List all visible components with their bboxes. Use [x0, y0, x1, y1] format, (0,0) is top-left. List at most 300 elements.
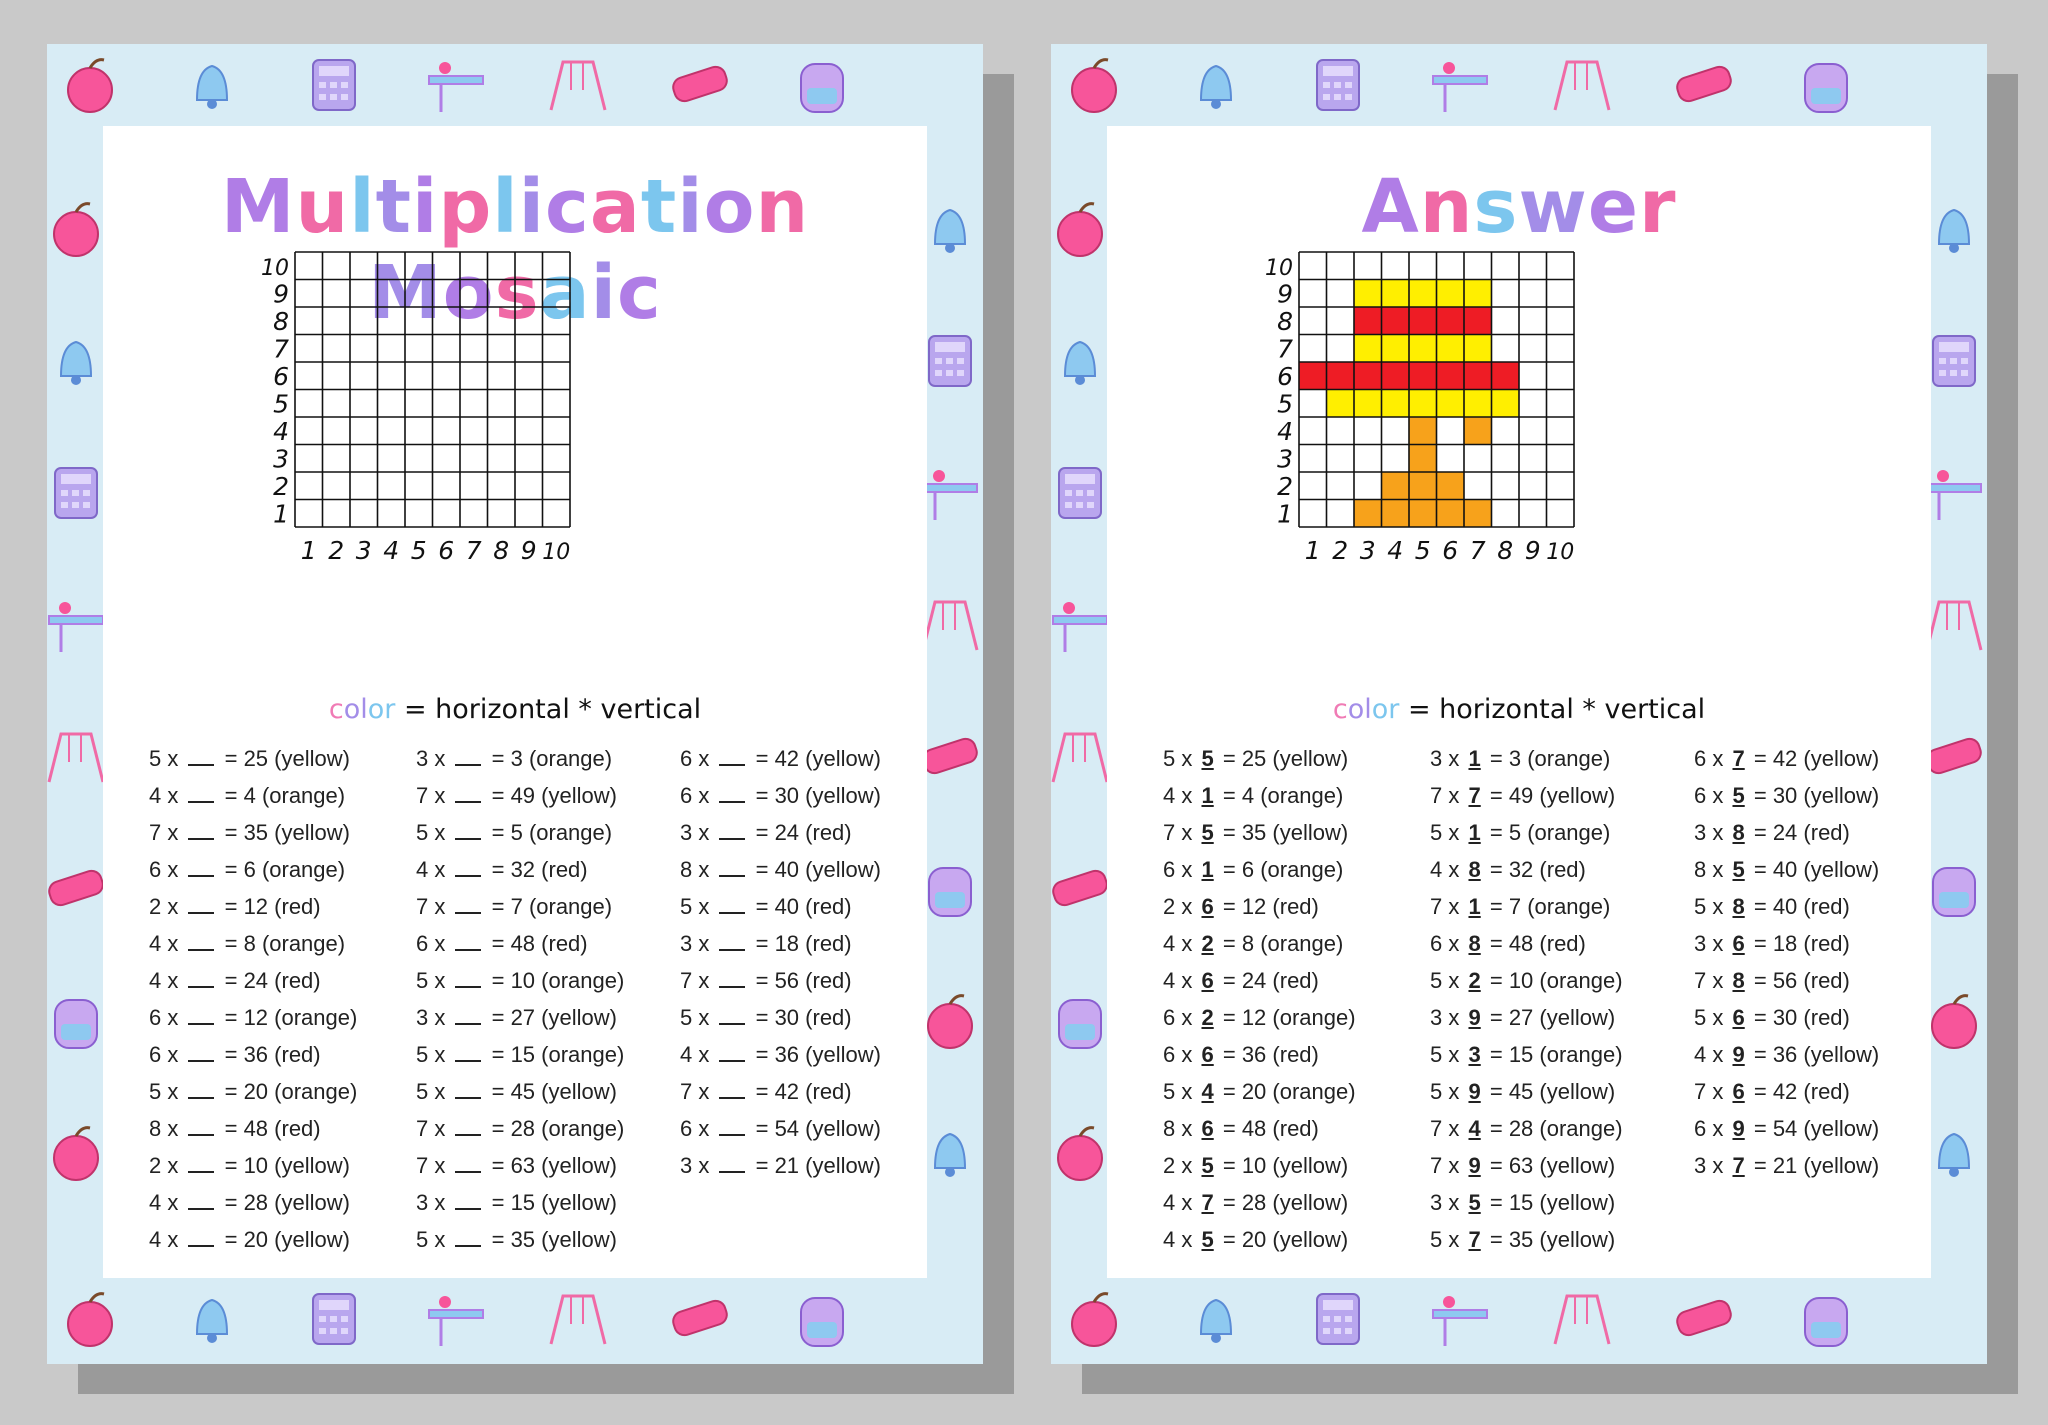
calculator-icon — [1303, 50, 1373, 124]
factor: 6 — [1163, 1005, 1176, 1030]
factor: 8 — [680, 857, 693, 882]
factor: 7 — [1430, 894, 1443, 919]
answer-blank[interactable] — [188, 1229, 214, 1247]
answer-blank[interactable] — [719, 896, 745, 914]
product: 42 — [1772, 1079, 1798, 1104]
problem-row: 5 x 2 = 10 (orange) — [1430, 968, 1623, 993]
y-axis-label: 6 — [1277, 361, 1293, 391]
answer-blank[interactable] — [455, 970, 481, 988]
title-letter: i — [590, 250, 617, 336]
color-hint: (yellow) — [1803, 1153, 1880, 1178]
answer-blank[interactable] — [719, 970, 745, 988]
problem-row: 6 x 8 = 48 (red) — [1430, 931, 1586, 956]
factor: 4 — [1163, 931, 1176, 956]
answer-blank[interactable] — [719, 1155, 745, 1173]
answer-blank[interactable] — [455, 748, 481, 766]
problem-column — [680, 740, 881, 1184]
bell-icon — [1181, 1284, 1251, 1358]
pencil-case-icon — [1669, 50, 1739, 124]
y-axis-label: 10 — [1265, 255, 1293, 281]
factor: 4 — [149, 1190, 162, 1215]
color-hint: (orange) — [1527, 894, 1611, 919]
yellow-cell — [1464, 335, 1492, 363]
yellow-cell — [1354, 335, 1382, 363]
factor: 3 — [680, 1153, 693, 1178]
color-hint: (red) — [1803, 931, 1850, 956]
swing-icon — [1051, 722, 1115, 796]
orange-cell — [1382, 472, 1410, 500]
factor: 4 — [149, 783, 162, 808]
answer-blank[interactable] — [719, 933, 745, 951]
product: 36 — [1241, 1042, 1267, 1067]
product: 4 — [1241, 783, 1255, 808]
answer-blank[interactable] — [455, 896, 481, 914]
orange-cell — [1382, 500, 1410, 528]
color-hint: (yellow) — [1803, 783, 1880, 808]
problem-row: 4 x = 36 (yellow) — [680, 1042, 881, 1067]
color-hint: (red) — [805, 820, 852, 845]
calculator-icon — [299, 1284, 369, 1358]
answer-value: 8 — [1468, 931, 1481, 956]
answer-blank[interactable] — [455, 933, 481, 951]
answer-blank[interactable] — [455, 1192, 481, 1210]
answer-value: 6 — [1201, 968, 1214, 993]
red-cell — [1437, 307, 1465, 335]
answer-blank[interactable] — [188, 933, 214, 951]
answer-blank[interactable] — [719, 1118, 745, 1136]
answer-blank[interactable] — [719, 748, 745, 766]
answer-value: 9 — [1468, 1153, 1481, 1178]
answer-blank[interactable] — [719, 1007, 745, 1025]
color-hint: (yellow) — [1272, 820, 1349, 845]
swing-icon — [1547, 50, 1617, 124]
color-hint: (yellow) — [805, 1042, 881, 1067]
problem-row: 3 x 6 = 18 (red) — [1694, 931, 1850, 956]
orange-cell — [1354, 500, 1382, 528]
answer-value: 9 — [1732, 1116, 1745, 1141]
y-axis-label: 8 — [1277, 306, 1293, 336]
answer-blank[interactable] — [719, 822, 745, 840]
answer-value: 1 — [1468, 894, 1481, 919]
product: 28 — [510, 1116, 536, 1141]
answer-value: 8 — [1732, 894, 1745, 919]
backpack-icon — [47, 986, 111, 1060]
x-axis-label: 6 — [1442, 536, 1459, 565]
product: 27 — [1508, 1005, 1534, 1030]
problem-row: 5 x 7 = 35 (yellow) — [1430, 1227, 1616, 1252]
problem-row: 4 x = 8 (orange) — [149, 931, 346, 956]
color-hint: (yellow) — [805, 746, 881, 771]
product: 48 — [510, 931, 536, 956]
problem-row: 4 x 2 = 8 (orange) — [1163, 931, 1344, 956]
factor: 8 — [1694, 857, 1707, 882]
problem-row: 6 x = 36 (red) — [149, 1042, 321, 1067]
bell-icon — [47, 326, 111, 400]
yellow-cell — [1464, 280, 1492, 308]
answer-blank[interactable] — [455, 1007, 481, 1025]
product: 42 — [774, 1079, 800, 1104]
factor: 7 — [1694, 968, 1707, 993]
problem-row: 5 x 8 = 40 (red) — [1694, 894, 1850, 919]
problem-row: 5 x 4 = 20 (orange) — [1163, 1079, 1356, 1104]
problem-row: 3 x 1 = 3 (orange) — [1430, 746, 1611, 771]
answer-blank[interactable] — [455, 1118, 481, 1136]
factor: 7 — [416, 1116, 429, 1141]
problem-row: 4 x = 20 (yellow) — [149, 1227, 350, 1252]
backpack-icon — [787, 50, 857, 124]
pencil-case-icon — [47, 854, 111, 928]
product: 32 — [510, 857, 536, 882]
factor: 2 — [1163, 894, 1176, 919]
answer-value: 7 — [1201, 1190, 1214, 1215]
title-letter: t — [640, 164, 678, 250]
color-hint: (red) — [1539, 931, 1586, 956]
answer-value: 4 — [1468, 1116, 1481, 1141]
factor: 6 — [149, 1042, 162, 1067]
product: 10 — [1241, 1153, 1267, 1178]
pencil-case-icon — [1669, 1284, 1739, 1358]
product: 32 — [1508, 857, 1534, 882]
answer-blank[interactable] — [188, 1118, 214, 1136]
answer-blank[interactable] — [188, 822, 214, 840]
problem-row: 7 x = 49 (yellow) — [416, 783, 617, 808]
product: 15 — [1508, 1042, 1534, 1067]
color-hint: (orange) — [1260, 931, 1344, 956]
problem-row: 6 x = 12 (orange) — [149, 1005, 358, 1030]
apple-icon — [1059, 1284, 1129, 1358]
pencil-case-icon — [665, 50, 735, 124]
factor: 5 — [1430, 1042, 1443, 1067]
red-cell — [1409, 307, 1437, 335]
product: 21 — [774, 1153, 800, 1178]
x-axis-label: 3 — [355, 536, 372, 565]
swing-icon — [543, 50, 613, 124]
answer-blank[interactable] — [188, 1081, 214, 1099]
calculator-icon — [1303, 1284, 1373, 1358]
desk-icon — [1425, 1284, 1495, 1358]
x-axis-label: 8 — [1497, 536, 1514, 565]
factor: 5 — [149, 1079, 162, 1104]
desk-icon — [1425, 50, 1495, 124]
product: 20 — [243, 1227, 269, 1252]
problem-row: 4 x 5 = 20 (yellow) — [1163, 1227, 1349, 1252]
apple-icon — [1051, 1118, 1115, 1192]
color-word-part: or — [367, 694, 396, 725]
color-hint: (yellow) — [274, 1227, 350, 1252]
factor: 7 — [1430, 1116, 1443, 1141]
backpack-icon — [787, 1284, 857, 1358]
title-letter: r — [1639, 164, 1677, 250]
factor: 7 — [1430, 1153, 1443, 1178]
factor: 4 — [1694, 1042, 1707, 1067]
color-hint: (yellow) — [1803, 857, 1880, 882]
color-hint: (yellow) — [1539, 1079, 1616, 1104]
answer-blank[interactable] — [455, 1044, 481, 1062]
answer-blank[interactable] — [719, 785, 745, 803]
product: 42 — [774, 746, 800, 771]
problem-column — [149, 740, 357, 1258]
answer-value: 5 — [1201, 1227, 1214, 1252]
answer-value: 1 — [1201, 783, 1214, 808]
color-hint: (red) — [274, 1042, 321, 1067]
problem-row: 2 x = 10 (yellow) — [149, 1153, 350, 1178]
product: 48 — [243, 1116, 269, 1141]
y-axis-label: 5 — [273, 389, 289, 419]
color-hint: (yellow) — [805, 1116, 881, 1141]
factor: 7 — [680, 968, 693, 993]
answer-value: 5 — [1732, 857, 1745, 882]
orange-cell — [1409, 445, 1437, 473]
answer-value: 4 — [1201, 1079, 1214, 1104]
color-hint: (orange) — [1539, 1116, 1623, 1141]
product: 49 — [1508, 783, 1534, 808]
pencil-case-icon — [665, 1284, 735, 1358]
answer-blank[interactable] — [455, 1229, 481, 1247]
yellow-cell — [1327, 390, 1355, 418]
x-axis-label: 1 — [1304, 536, 1321, 565]
problem-row: 6 x = 54 (yellow) — [680, 1116, 881, 1141]
color-hint: (red) — [1272, 1116, 1319, 1141]
apple-icon — [55, 50, 125, 124]
product: 48 — [1241, 1116, 1267, 1141]
color-word-part: ol — [1347, 694, 1372, 725]
product: 30 — [774, 1005, 800, 1030]
problem-row: 6 x 7 = 42 (yellow) — [1694, 746, 1880, 771]
answer-blank[interactable] — [455, 1155, 481, 1173]
factor: 4 — [1163, 1227, 1176, 1252]
answer-value: 6 — [1201, 1042, 1214, 1067]
color-hint: (yellow) — [274, 1153, 350, 1178]
problem-row: 3 x 8 = 24 (red) — [1694, 820, 1850, 845]
answer-blank[interactable] — [455, 822, 481, 840]
yellow-cell — [1382, 335, 1410, 363]
factor: 7 — [416, 1153, 429, 1178]
answer-blank[interactable] — [188, 1155, 214, 1173]
y-axis-label: 8 — [273, 306, 289, 336]
product: 35 — [243, 820, 269, 845]
desk-icon — [421, 1284, 491, 1358]
product: 35 — [510, 1227, 536, 1252]
color-hint: (yellow) — [1539, 1005, 1616, 1030]
color-hint: (red) — [1272, 894, 1319, 919]
answer-blank[interactable] — [188, 1044, 214, 1062]
red-cell — [1492, 362, 1520, 390]
product: 18 — [1772, 931, 1798, 956]
y-axis-label: 5 — [1277, 389, 1293, 419]
color-hint: (yellow) — [1539, 783, 1616, 808]
title-letter: i — [677, 164, 704, 250]
factor: 6 — [1694, 1116, 1707, 1141]
product: 28 — [1241, 1190, 1267, 1215]
product: 36 — [774, 1042, 800, 1067]
product: 15 — [1508, 1190, 1534, 1215]
y-axis-label: 7 — [273, 334, 289, 364]
y-axis-label: 1 — [273, 499, 289, 529]
problem-row: 5 x = 25 (yellow) — [149, 746, 350, 771]
answer-blank[interactable] — [719, 1044, 745, 1062]
product: 6 — [1241, 857, 1255, 882]
answer-blank[interactable] — [455, 859, 481, 877]
yellow-cell — [1382, 280, 1410, 308]
color-hint: (orange) — [1539, 1042, 1623, 1067]
answer-value: 8 — [1732, 820, 1745, 845]
color-hint: (yellow) — [541, 1190, 617, 1215]
title-letter: o — [442, 250, 495, 336]
color-hint: (yellow) — [541, 1005, 617, 1030]
problem-row: 6 x 2 = 12 (orange) — [1163, 1005, 1356, 1030]
title-letter: n — [755, 164, 810, 250]
factor: 4 — [680, 1042, 693, 1067]
factor: 3 — [1430, 746, 1443, 771]
factor: 7 — [1430, 783, 1443, 808]
product: 4 — [243, 783, 256, 808]
problem-row: 4 x = 24 (red) — [149, 968, 321, 993]
title-letter: w — [1518, 164, 1588, 250]
x-axis-label: 7 — [465, 536, 482, 565]
x-axis-label: 2 — [1332, 536, 1349, 565]
title-letter: s — [494, 250, 540, 336]
answer-blank[interactable] — [188, 1007, 214, 1025]
factor: 6 — [680, 1116, 693, 1141]
product: 28 — [243, 1190, 269, 1215]
color-hint: (red) — [805, 1079, 852, 1104]
factor: 5 — [416, 968, 429, 993]
answer-value: 5 — [1201, 820, 1214, 845]
color-formula: color = horizontal * vertical — [328, 694, 702, 725]
product: 56 — [1772, 968, 1798, 993]
yellow-cell — [1464, 390, 1492, 418]
factor: 7 — [1694, 1079, 1707, 1104]
problem-row: 8 x 6 = 48 (red) — [1163, 1116, 1319, 1141]
problem-row: 7 x 8 = 56 (red) — [1694, 968, 1850, 993]
factor: 6 — [680, 783, 693, 808]
x-axis-label: 6 — [438, 536, 455, 565]
factor: 5 — [1163, 1079, 1176, 1104]
factor: 4 — [1163, 783, 1176, 808]
problem-row: 7 x = 56 (red) — [680, 968, 852, 993]
answer-value: 5 — [1201, 746, 1214, 771]
product: 49 — [510, 783, 536, 808]
factor: 4 — [149, 1227, 162, 1252]
color-hint: (yellow) — [1272, 1227, 1349, 1252]
product: 15 — [510, 1042, 536, 1067]
color-hint: (yellow) — [1803, 1116, 1880, 1141]
product: 35 — [1508, 1227, 1534, 1252]
factor: 6 — [1694, 783, 1707, 808]
answer-blank[interactable] — [188, 896, 214, 914]
x-axis-label: 5 — [410, 536, 427, 565]
problem-row: 5 x = 30 (red) — [680, 1005, 852, 1030]
color-word-part: or — [1371, 694, 1400, 725]
problem-row: 5 x 6 = 30 (red) — [1694, 1005, 1850, 1030]
factor: 5 — [1430, 1227, 1443, 1252]
red-cell — [1382, 307, 1410, 335]
answer-blank[interactable] — [188, 970, 214, 988]
color-hint: (yellow) — [1272, 1190, 1349, 1215]
color-hint: (yellow) — [541, 1227, 617, 1252]
problem-row: 4 x 7 = 28 (yellow) — [1163, 1190, 1349, 1215]
x-axis-label: 8 — [493, 536, 510, 565]
product: 40 — [1772, 857, 1798, 882]
factor: 3 — [1430, 1005, 1443, 1030]
color-hint: (red) — [805, 968, 852, 993]
bell-icon — [177, 1284, 247, 1358]
answer-blank[interactable] — [455, 1081, 481, 1099]
problem-row: 5 x 9 = 45 (yellow) — [1430, 1079, 1616, 1104]
answer-column — [1430, 740, 1623, 1258]
product: 63 — [1508, 1153, 1534, 1178]
product: 3 — [510, 746, 523, 771]
factor: 6 — [1163, 857, 1176, 882]
title-letter: l — [349, 164, 376, 250]
answer-blank[interactable] — [188, 859, 214, 877]
red-cell — [1299, 362, 1327, 390]
color-hint: (red) — [274, 968, 321, 993]
swing-icon — [47, 722, 111, 796]
color-hint: (yellow) — [805, 857, 881, 882]
color-hint: (red) — [1803, 820, 1850, 845]
product: 40 — [774, 857, 800, 882]
swing-icon — [543, 1284, 613, 1358]
answer-blank[interactable] — [719, 1081, 745, 1099]
answer-blank[interactable] — [455, 785, 481, 803]
color-hint: (red) — [274, 894, 321, 919]
product: 18 — [774, 931, 800, 956]
color-hint: (orange) — [1272, 1079, 1356, 1104]
problem-row: 6 x 1 = 6 (orange) — [1163, 857, 1344, 882]
answer-blank[interactable] — [188, 1192, 214, 1210]
color-hint: (yellow) — [805, 1153, 881, 1178]
answer-value: 8 — [1468, 857, 1481, 882]
answer-blank[interactable] — [188, 785, 214, 803]
title-letter: c — [616, 250, 662, 336]
title-letter: t — [375, 164, 412, 250]
y-axis-label: 4 — [1277, 416, 1293, 446]
product: 30 — [774, 783, 800, 808]
title-letter: i — [411, 164, 439, 250]
product: 28 — [1508, 1116, 1534, 1141]
problem-row: 8 x = 48 (red) — [149, 1116, 321, 1141]
problem-row: 3 x 7 = 21 (yellow) — [1694, 1153, 1880, 1178]
product: 25 — [243, 746, 269, 771]
product: 54 — [1772, 1116, 1798, 1141]
problem-row: 5 x = 20 (orange) — [149, 1079, 358, 1104]
product: 45 — [1508, 1079, 1534, 1104]
color-hint: (yellow) — [541, 783, 617, 808]
answer-blank[interactable] — [188, 748, 214, 766]
problem-row: 3 x 9 = 27 (yellow) — [1430, 1005, 1616, 1030]
answer-value: 8 — [1732, 968, 1745, 993]
title-letter: M — [220, 164, 296, 250]
factor: 5 — [680, 894, 693, 919]
answer-blank[interactable] — [719, 859, 745, 877]
apple-icon — [55, 1284, 125, 1358]
worksheet-content — [103, 126, 927, 1278]
y-axis-label: 9 — [1277, 279, 1293, 309]
answer-value: 2 — [1201, 1005, 1214, 1030]
x-axis-label: 7 — [1469, 536, 1486, 565]
answer-column — [1163, 740, 1356, 1258]
color-hint: (red) — [1272, 1042, 1319, 1067]
answer-value: 5 — [1201, 1153, 1214, 1178]
product: 8 — [243, 931, 256, 956]
color-hint: (orange) — [274, 1005, 358, 1030]
color-hint: (orange) — [1539, 968, 1623, 993]
problem-row: 4 x = 28 (yellow) — [149, 1190, 350, 1215]
color-hint: (yellow) — [274, 746, 350, 771]
title-letter: o — [703, 164, 756, 250]
problem-row: 7 x 4 = 28 (orange) — [1430, 1116, 1623, 1141]
